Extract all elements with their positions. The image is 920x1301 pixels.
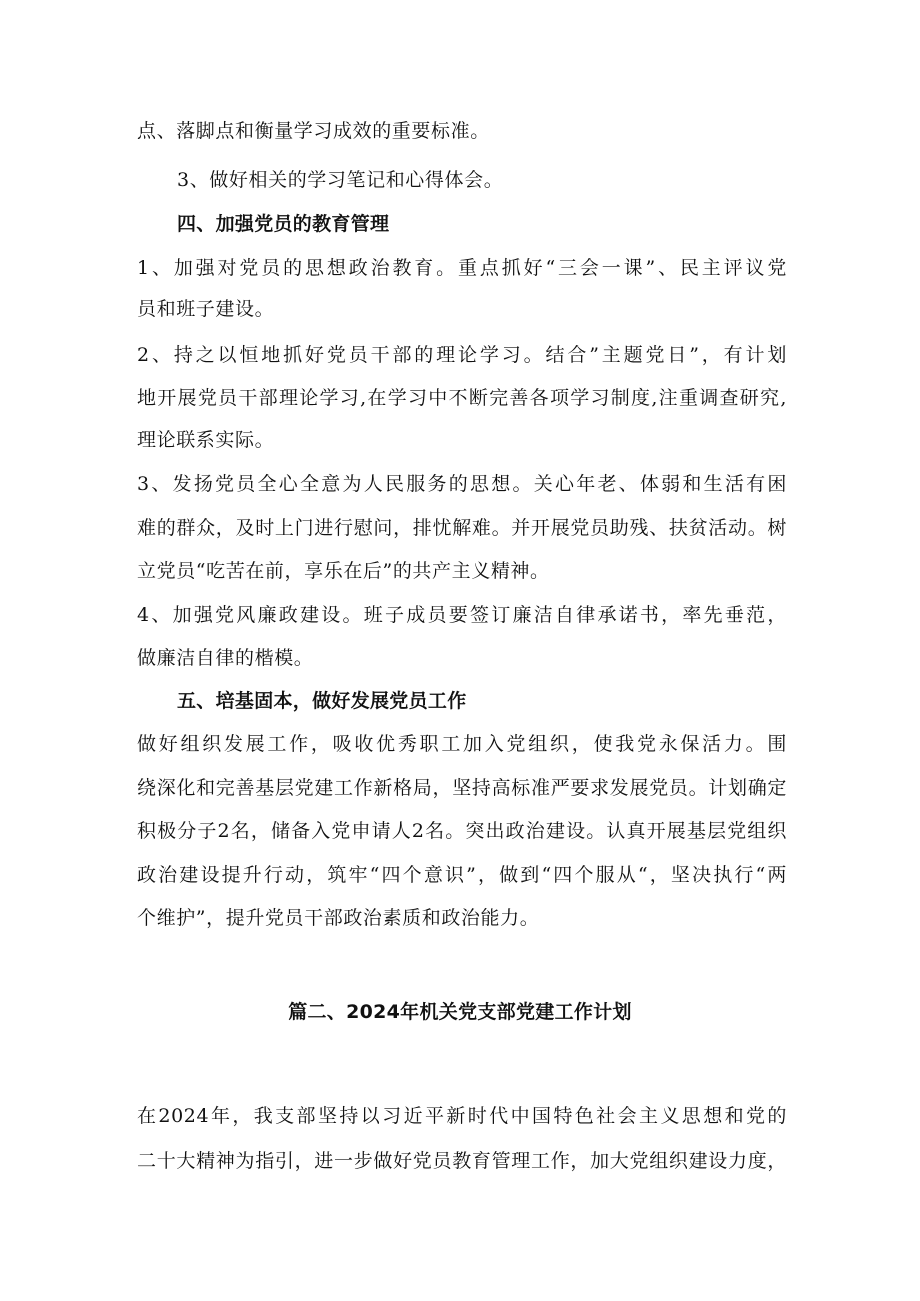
paragraph-line: 立党员“吃苦在前，享乐在后”的共产主义精神。 — [137, 560, 550, 582]
paragraph-line: 政治建设提升行动，筑牢“四个意识”，做到“四个服从“，坚决执行“两 — [137, 864, 787, 886]
article-title: 篇二、2024年机关党支部党建工作计划 — [288, 1001, 632, 1023]
paragraph-line: 理论联系实际。 — [137, 429, 275, 451]
paragraph-line: 地开展党员干部理论学习,在学习中不断完善各项学习制度,注重调查研究, — [137, 387, 787, 409]
paragraph-line: 4、加强党风廉政建设。班子成员要签订廉洁自律承诺书，率先垂范， — [137, 604, 787, 626]
section-heading-4: 四、加强党员的教育管理 — [177, 213, 390, 235]
list-item-3: 3、做好相关的学习笔记和心得体会。 — [177, 169, 504, 191]
paragraph-line: 难的群众，及时上门进行慰问，排忧解难。并开展党员助残、扶贫活动。树 — [137, 517, 787, 539]
paragraph-line: 3、发扬党员全心全意为人民服务的思想。关心年老、体弱和生活有困 — [137, 473, 787, 495]
paragraph-line: 二十大精神为指引，进一步做好党员教育管理工作，加大党组织建设力度， — [137, 1150, 787, 1172]
section-heading-5: 五、培基固本，做好发展党员工作 — [177, 690, 467, 712]
paragraph-line: 2、持之以恒地抓好党员干部的理论学习。结合”主题党日”，有计划 — [137, 344, 787, 366]
paragraph-line: 1、加强对党员的思想政治教育。重点抓好“三会一课”、民主评议党 — [137, 257, 787, 279]
paragraph-line: 在2024年，我支部坚持以习近平新时代中国特色社会主义思想和党的 — [137, 1105, 787, 1127]
paragraph-line: 做廉洁自律的楷模。 — [137, 647, 314, 669]
paragraph-line: 点、落脚点和衡量学习成效的重要标准。 — [137, 120, 490, 142]
paragraph-line: 个维护”，提升党员干部政治素质和政治能力。 — [137, 907, 540, 929]
paragraph-line: 绕深化和完善基层党建工作新格局，坚持高标准严要求发展党员。计划确定 — [137, 777, 787, 799]
paragraph-line: 积极分子2名，储备入党申请人2名。突出政治建设。认真开展基层党组织 — [137, 820, 787, 842]
paragraph-line: 员和班子建设。 — [137, 298, 275, 320]
paragraph-line: 做好组织发展工作，吸收优秀职工加入党组织，使我党永保活力。围 — [137, 733, 787, 755]
